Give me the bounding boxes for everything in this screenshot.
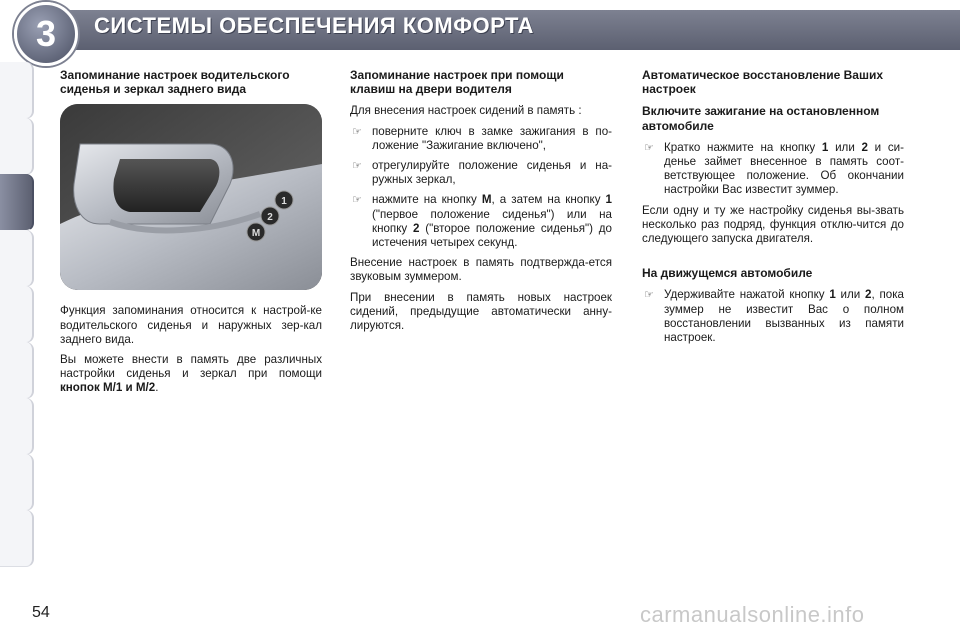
chapter-side-tabs	[0, 62, 34, 572]
text: , а затем на кнопку	[491, 193, 606, 207]
paragraph-end: .	[155, 381, 159, 395]
text: или	[828, 140, 862, 154]
side-tab-9[interactable]	[0, 510, 34, 567]
side-tab-2[interactable]	[0, 118, 34, 175]
side-tab-7[interactable]	[0, 398, 34, 455]
text: Удерживайте нажатой кнопку	[664, 288, 830, 302]
text: ("второе положение сиденья") до истечения четырех секунд.	[372, 221, 612, 250]
paragraph-intro: Для внесения настроек сидений в память :	[350, 104, 582, 118]
subheading-stationary: Включите зажигание на остановленном автомобиле	[642, 104, 880, 133]
list-item	[350, 125, 612, 153]
paragraph-text: Вы можете внести в память две различных настройки сиденья и зеркал при помощи	[60, 353, 322, 381]
bold-1: 1	[829, 288, 836, 302]
column-1	[60, 68, 322, 402]
button-label-2: 2	[267, 212, 273, 224]
paragraph-two-settings	[60, 353, 322, 396]
door-panel-illustration	[60, 104, 322, 290]
bold-buttons: кнопок М/1 и М/2	[60, 381, 156, 395]
paragraph-function: Функция запоминания относится к настрой-ке водительского сиденья и наружных зер-кал заднего вида.	[60, 304, 322, 346]
door-memory-buttons-photo	[60, 104, 322, 290]
list-item	[350, 159, 612, 187]
side-tab-6[interactable]	[0, 342, 34, 399]
paragraph-repeat: Если одну и ту же настройку сиденья вы-звать несколько раз подряд, функция отклю-чится до следующего запуска двигателя.	[642, 203, 904, 246]
page-header	[0, 0, 960, 72]
pointing-hand-icon: ☞	[644, 289, 654, 302]
side-tab-1[interactable]	[0, 62, 34, 119]
paragraph-confirm: Внесение настроек в память подтвержда-ется звуковым зуммером.	[350, 256, 612, 284]
side-tab-4[interactable]	[0, 230, 34, 287]
pointing-hand-icon: ☞	[352, 125, 362, 138]
bold-1: 1	[821, 140, 829, 154]
text: и си-денье займет внесенное в память соот-ветствующее положение. Об окончании настройки Вас известит зуммер.	[664, 140, 904, 197]
subheading-moving: На движущемся автомобиле	[642, 266, 813, 281]
text: Кратко нажмите на кнопку	[664, 140, 822, 154]
bold-2: 2	[865, 288, 872, 302]
button-label-1: 1	[281, 196, 287, 208]
watermark: carmanualsonline.info	[640, 602, 865, 627]
list-item-text: отрегулируйте положение сиденья и на-ружных зеркал,	[372, 159, 612, 187]
section-heading-memory: Запоминание настроек водительского сиденья и зеркал заднего вида	[60, 68, 290, 97]
text: нажмите на кнопку	[372, 193, 482, 207]
chapter-number-badge: 3	[14, 2, 78, 66]
page-number: 54	[32, 604, 50, 621]
list-item	[642, 141, 904, 198]
side-tab-5[interactable]	[0, 286, 34, 343]
text: ("первое положение сиденья") или на кнопку	[372, 207, 612, 235]
side-tab-3-active[interactable]	[0, 174, 34, 231]
bold-m: М	[481, 193, 492, 207]
section-heading-door-keys: Запоминание настроек при помощи клавиш на двери водителя	[350, 68, 564, 97]
pointing-hand-icon: ☞	[352, 160, 362, 173]
column-2	[350, 68, 612, 339]
bold-2: 2	[412, 221, 420, 235]
bold-1: 1	[605, 193, 612, 207]
pointing-hand-icon: ☞	[352, 194, 362, 207]
list-item	[350, 193, 612, 250]
paragraph-new-settings: При внесении в память новых настроек сидений, предыдущие автоматически анну-лируются.	[350, 290, 612, 333]
side-tab-8[interactable]	[0, 454, 34, 511]
bold-2: 2	[861, 140, 868, 154]
button-label-m: M	[251, 228, 261, 240]
section-heading-restore: Автоматическое восстановление Ваших настроек	[642, 68, 884, 97]
text: , пока зуммер не известит Вас о полном восстановлении вызванных из памяти настроек.	[664, 288, 904, 345]
text: или	[835, 288, 866, 302]
pointing-hand-icon: ☞	[644, 141, 654, 154]
chapter-title: СИСТЕМЫ ОБЕСПЕЧЕНИЯ КОМФОРТА	[94, 13, 534, 38]
list-item-text: поверните ключ в замке зажигания в по-ложение "Зажигание включено",	[372, 124, 612, 152]
list-item	[642, 288, 904, 345]
column-3	[642, 68, 904, 351]
